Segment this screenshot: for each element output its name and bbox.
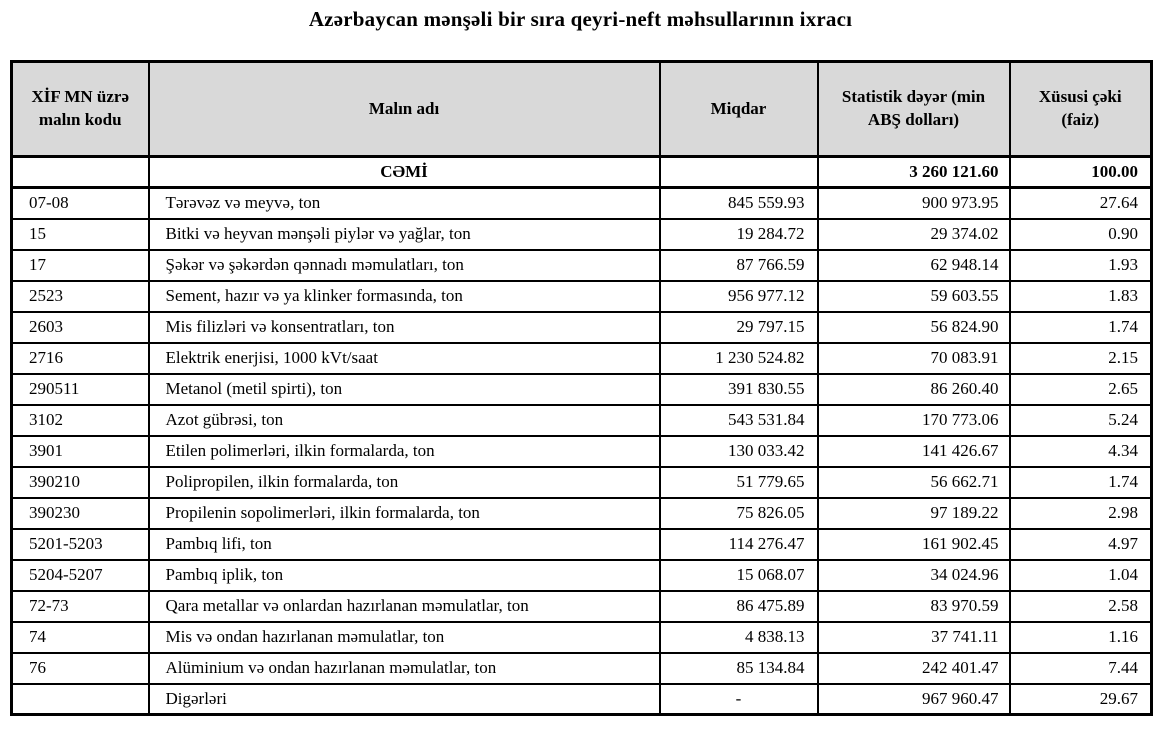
row-quantity-cell: 4 838.13 (660, 622, 818, 653)
row-name-cell: Tərəvəz və meyvə, ton (149, 188, 660, 219)
row-value-cell: 97 189.22 (818, 498, 1010, 529)
row-value-cell: 56 824.90 (818, 312, 1010, 343)
row-code-cell: 17 (12, 250, 149, 281)
row-quantity-cell: 51 779.65 (660, 467, 818, 498)
row-quantity-cell: 130 033.42 (660, 436, 818, 467)
row-share-cell: 27.64 (1010, 188, 1152, 219)
row-code-cell: 390230 (12, 498, 149, 529)
row-name-cell: Sement, hazır və ya klinker formasında, ton (149, 281, 660, 312)
column-header-share: Xüsusi çəki (faiz) (1010, 62, 1152, 157)
row-share-cell: 1.04 (1010, 560, 1152, 591)
row-value-cell: 59 603.55 (818, 281, 1010, 312)
row-share-cell: 1.74 (1010, 467, 1152, 498)
row-share-cell: 4.34 (1010, 436, 1152, 467)
row-value-cell: 86 260.40 (818, 374, 1010, 405)
table-row (12, 374, 1152, 405)
row-value-cell: 242 401.47 (818, 653, 1010, 684)
table-row (12, 188, 1152, 219)
row-name-cell: Pambıq iplik, ton (149, 560, 660, 591)
total-name-cell: CƏMİ (149, 157, 660, 188)
row-value-cell: 70 083.91 (818, 343, 1010, 374)
row-code-cell: 3102 (12, 405, 149, 436)
row-share-cell: 1.16 (1010, 622, 1152, 653)
total-code-cell (12, 157, 149, 188)
export-table (10, 60, 1153, 716)
table-row (12, 560, 1152, 591)
row-quantity-cell: 85 134.84 (660, 653, 818, 684)
row-quantity-cell: 86 475.89 (660, 591, 818, 622)
table-row (12, 653, 1152, 684)
header-row (12, 62, 1152, 157)
row-quantity-cell: - (660, 684, 818, 715)
table-body (12, 157, 1152, 715)
table-row (12, 405, 1152, 436)
row-name-cell: Propilenin sopolimerləri, ilkin formalarda, ton (149, 498, 660, 529)
table-header (12, 62, 1152, 157)
page-title: Azərbaycan mənşəli bir sıra qeyri-neft məhsullarının ixracı (308, 7, 853, 31)
row-code-cell: 5204-5207 (12, 560, 149, 591)
row-name-cell: Mis filizləri və konsentratları, ton (149, 312, 660, 343)
row-quantity-cell: 87 766.59 (660, 250, 818, 281)
row-quantity-cell: 543 531.84 (660, 405, 818, 436)
table-row (12, 436, 1152, 467)
row-quantity-cell: 19 284.72 (660, 219, 818, 250)
row-value-cell: 83 970.59 (818, 591, 1010, 622)
row-code-cell: 2603 (12, 312, 149, 343)
row-value-cell: 56 662.71 (818, 467, 1010, 498)
row-code-cell: 290511 (12, 374, 149, 405)
column-header-quantity: Miqdar (660, 62, 818, 157)
table-row (12, 684, 1152, 715)
row-name-cell: Mis və ondan hazırlanan məmulatlar, ton (149, 622, 660, 653)
total-share-cell: 100.00 (1010, 157, 1152, 188)
table-row (12, 622, 1152, 653)
row-value-cell: 161 902.45 (818, 529, 1010, 560)
row-name-cell: Elektrik enerjisi, 1000 kVt/saat (149, 343, 660, 374)
row-quantity-cell: 845 559.93 (660, 188, 818, 219)
row-code-cell: 76 (12, 653, 149, 684)
row-share-cell: 5.24 (1010, 405, 1152, 436)
row-share-cell: 2.15 (1010, 343, 1152, 374)
row-name-cell: Azot gübrəsi, ton (149, 405, 660, 436)
row-quantity-cell: 114 276.47 (660, 529, 818, 560)
row-value-cell: 900 973.95 (818, 188, 1010, 219)
row-code-cell: 2716 (12, 343, 149, 374)
row-code-cell (12, 684, 149, 715)
row-code-cell: 2523 (12, 281, 149, 312)
row-quantity-cell: 29 797.15 (660, 312, 818, 343)
row-value-cell: 141 426.67 (818, 436, 1010, 467)
row-quantity-cell: 1 230 524.82 (660, 343, 818, 374)
row-name-cell: Şəkər və şəkərdən qənnadı məmulatları, ton (149, 250, 660, 281)
row-name-cell: Pambıq lifi, ton (149, 529, 660, 560)
row-value-cell: 170 773.06 (818, 405, 1010, 436)
total-quantity-cell (660, 157, 818, 188)
row-code-cell: 3901 (12, 436, 149, 467)
table-row (12, 219, 1152, 250)
row-name-cell: Alüminium və ondan hazırlanan məmulatlar, ton (149, 653, 660, 684)
row-name-cell: Etilen polimerləri, ilkin formalarda, ton (149, 436, 660, 467)
row-share-cell: 7.44 (1010, 653, 1152, 684)
row-value-cell: 37 741.11 (818, 622, 1010, 653)
total-row (12, 157, 1152, 188)
row-name-cell: Digərləri (149, 684, 660, 715)
row-name-cell: Polipropilen, ilkin formalarda, ton (149, 467, 660, 498)
row-value-cell: 967 960.47 (818, 684, 1010, 715)
table-row (12, 591, 1152, 622)
column-header-value: Statistik dəyər (min ABŞ dolları) (818, 62, 1010, 157)
row-share-cell: 0.90 (1010, 219, 1152, 250)
column-header-name: Malın adı (149, 62, 660, 157)
row-quantity-cell: 75 826.05 (660, 498, 818, 529)
row-code-cell: 72-73 (12, 591, 149, 622)
row-value-cell: 29 374.02 (818, 219, 1010, 250)
row-value-cell: 62 948.14 (818, 250, 1010, 281)
row-share-cell: 1.74 (1010, 312, 1152, 343)
row-share-cell: 29.67 (1010, 684, 1152, 715)
row-code-cell: 15 (12, 219, 149, 250)
row-share-cell: 2.58 (1010, 591, 1152, 622)
row-name-cell: Bitki və heyvan mənşəli piylər və yağlar, ton (149, 219, 660, 250)
row-code-cell: 390210 (12, 467, 149, 498)
table-row (12, 312, 1152, 343)
row-share-cell: 2.65 (1010, 374, 1152, 405)
table-row (12, 343, 1152, 374)
table-row (12, 467, 1152, 498)
row-share-cell: 1.93 (1010, 250, 1152, 281)
row-value-cell: 34 024.96 (818, 560, 1010, 591)
row-name-cell: Qara metallar və onlardan hazırlanan məmulatlar, ton (149, 591, 660, 622)
row-name-cell: Metanol (metil spirti), ton (149, 374, 660, 405)
row-code-cell: 07-08 (12, 188, 149, 219)
row-quantity-cell: 15 068.07 (660, 560, 818, 591)
column-header-code: XİF MN üzrə malın kodu (12, 62, 149, 157)
row-quantity-cell: 956 977.12 (660, 281, 818, 312)
table-row (12, 529, 1152, 560)
table-row (12, 498, 1152, 529)
table-row (12, 250, 1152, 281)
row-quantity-cell: 391 830.55 (660, 374, 818, 405)
row-code-cell: 74 (12, 622, 149, 653)
row-share-cell: 2.98 (1010, 498, 1152, 529)
row-code-cell: 5201-5203 (12, 529, 149, 560)
total-value-cell: 3 260 121.60 (818, 157, 1010, 188)
row-share-cell: 1.83 (1010, 281, 1152, 312)
table-row (12, 281, 1152, 312)
row-share-cell: 4.97 (1010, 529, 1152, 560)
